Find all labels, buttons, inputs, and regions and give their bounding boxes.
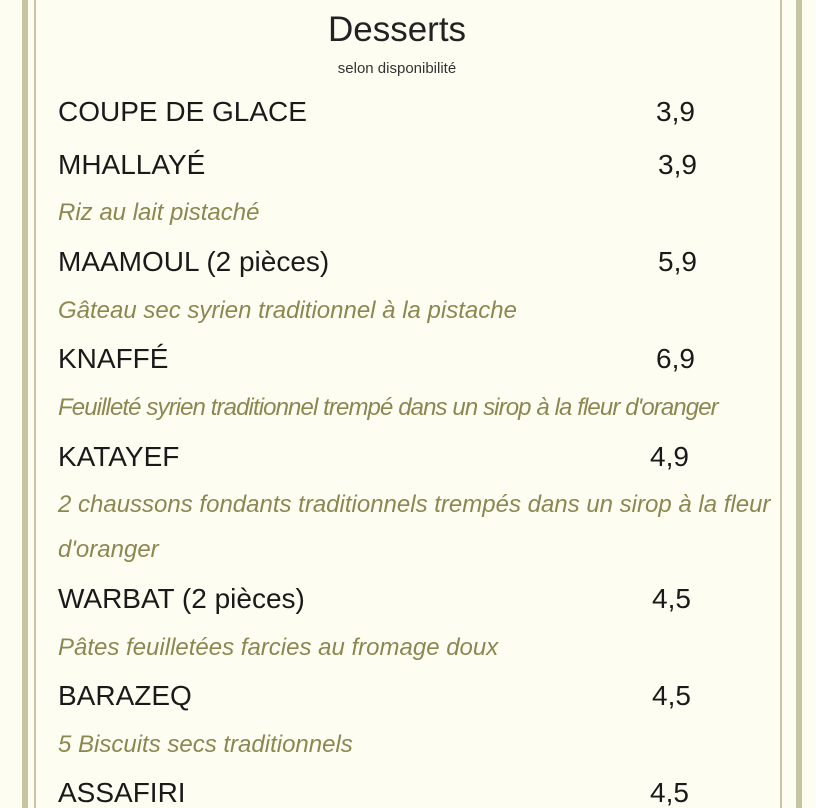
menu-item-price: 4,5 [650,777,689,808]
menu-item-price: 3,9 [658,149,697,180]
menu-item-name: KNAFFÉ [58,343,169,374]
menu-item-description: Feuilleté syrien traditionnel trempé dans un sirop à la fleur d'oranger [58,394,718,421]
menu-item-name: MHALLAYÉ [58,149,206,180]
menu-item-price: 4,9 [650,441,689,472]
page-title: Desserts [327,10,467,49]
menu-item-description: 5 Biscuits secs traditionnels [58,731,353,758]
page-subtitle: selon disponibilité [337,60,457,77]
menu-item-description: Pâtes feuilletées farcies au fromage doux [58,634,499,661]
menu-item-price: 3,9 [656,96,695,127]
menu-item-name: WARBAT (2 pièces) [58,583,305,614]
menu-item-description: 2 chaussons fondants traditionnels trempés dans un sirop à la fleur d'oranger [58,491,771,563]
menu-item-name: COUPE DE GLACE [58,96,307,127]
menu-item-name: MAAMOUL (2 pièces) [58,246,330,277]
menu-item-name: BARAZEQ [58,680,192,711]
menu-item-description: Riz au lait pistaché [58,199,260,226]
menu-item-name: ASSAFIRI [58,777,186,808]
menu-item-price: 4,5 [652,680,691,711]
menu-item-name: KATAYEF [58,441,180,472]
menu-item-price: 5,9 [658,246,697,277]
menu-item-description: Gâteau sec syrien traditionnel à la pistache [58,297,517,324]
menu-item-price: 4,5 [652,583,691,614]
menu-item-price: 6,9 [656,343,695,374]
